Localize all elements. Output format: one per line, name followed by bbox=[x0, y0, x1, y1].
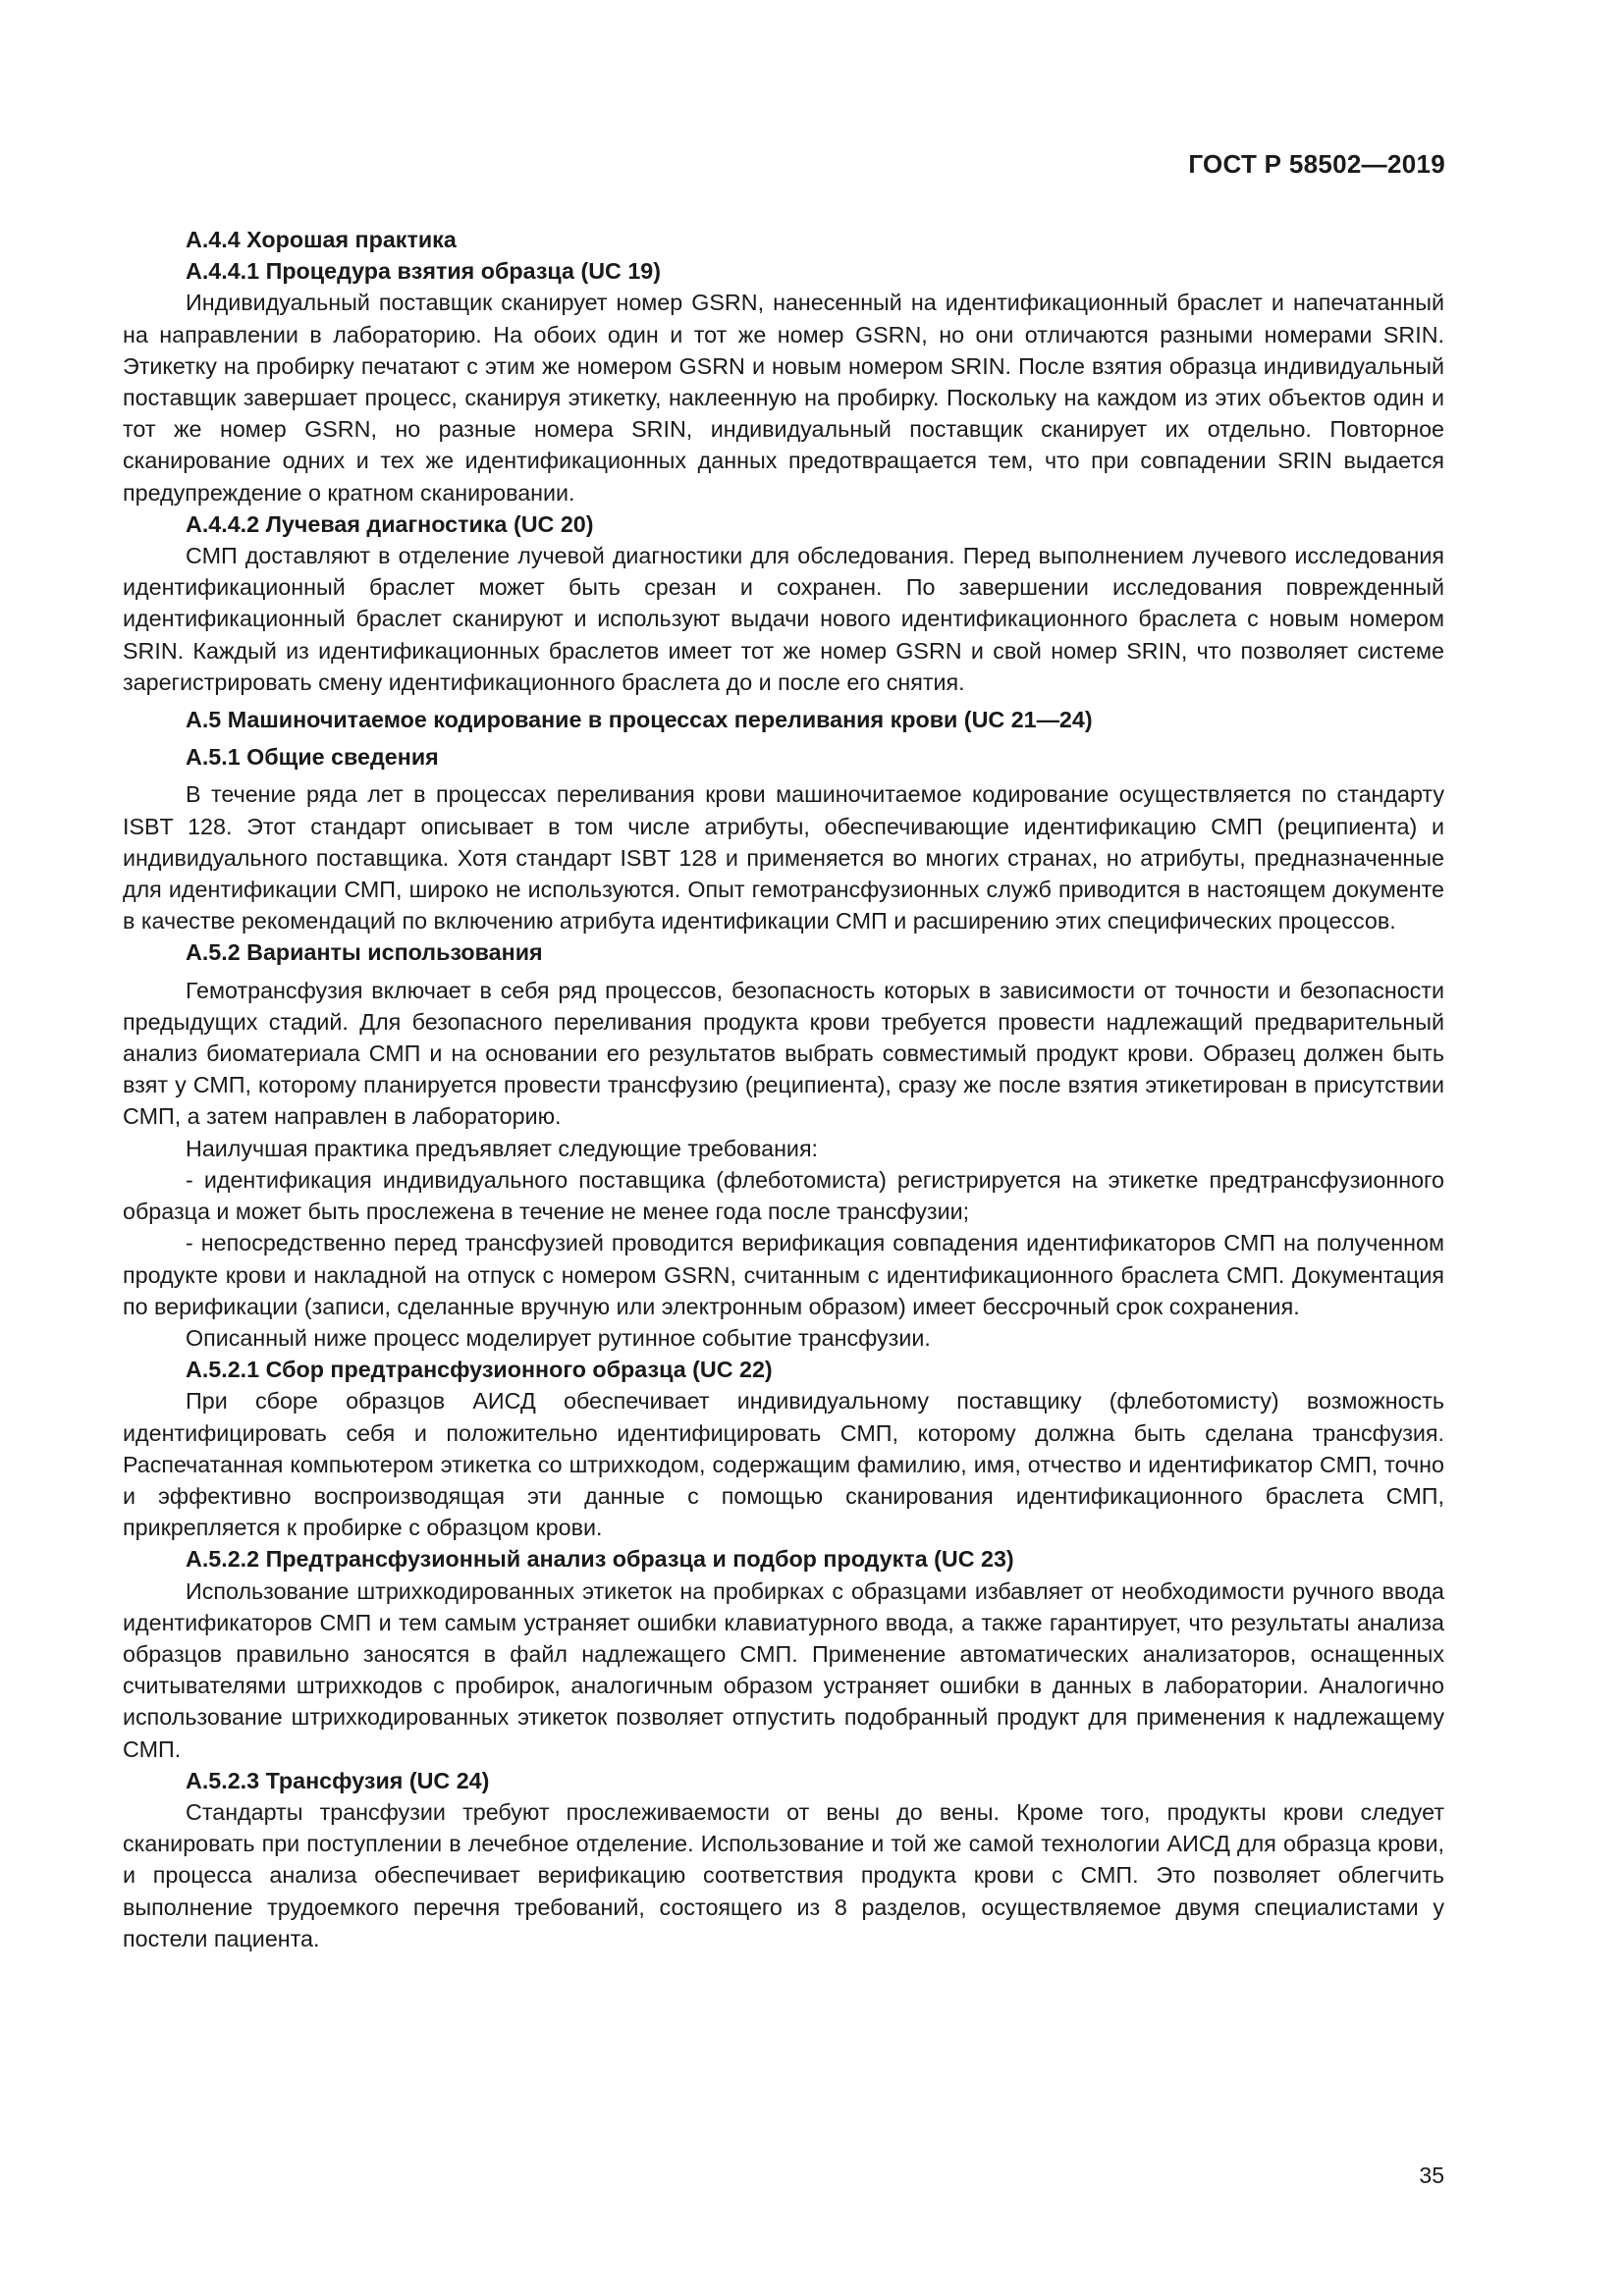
section-heading: А.4.4 Хорошая практика bbox=[186, 227, 457, 252]
section-heading: А.4.4.1 Процедура взятия образца (UC 19) bbox=[186, 258, 662, 285]
list-item: - идентификация индивидуального поставщика (флеботомиста) регистрируется на этикетке предтрансфузионного образца и может быть прослежена в течение не менее года после трансфузии; bbox=[123, 1166, 1444, 1225]
section-heading: А.5.1 Общие сведения bbox=[186, 744, 439, 771]
section-heading: А.5.2 Варианты использования bbox=[186, 939, 543, 966]
paragraph: Использование штрихкодированных этикеток на пробирках с образцами избавляет от необходимости ручного ввода идентификаторов СМП и тем самым устраняет ошибки клавиатурного ввода, а также гарантирует, что результаты анализа образцов правильно заносятся в файл надлежащего СМП. Применение автоматических анализаторов, оснащенных считывателями штрихкодов с пробирок, аналогичным образом устраняет ошибки в данных в лаборатории. Аналогично использование штрихкодированных этикеток позволяет отпустить подобранный продукт для применения к надлежащему СМП. bbox=[123, 1577, 1444, 1762]
paragraph: Гемотрансфузия включает в себя ряд процессов, безопасность которых в зависимости от точности и безопасности предыдущих стадий. Для безопасного переливания продукта крови требуется провести надлежащий предварительный анализ биоматериала СМП и на основании его результатов выбрать совместимый продукт крови. Образец должен быть взят у СМП, которому планируется провести трансфузию (реципиента), сразу же после взятия этикетирован в присутствии СМП, а затем направлен в лабораторию. bbox=[123, 977, 1444, 1130]
list-item: - непосредственно перед трансфузией проводится верификация совпадения идентификаторов СМП на полученном продукте крови и накладной на отпуск с номером GSRN, считанным с идентификационного браслета СМП. Документация по верификации (записи, сделанные вручную или электронным образом) имеет бессрочный срок сохранения. bbox=[123, 1230, 1444, 1319]
section-heading: А.5.2.3 Трансфузия (UC 24) bbox=[186, 1767, 490, 1793]
document-header: ГОСТ Р 58502—2019 bbox=[1188, 149, 1445, 179]
document-body bbox=[123, 224, 1444, 1954]
paragraph: СМП доставляют в отделение лучевой диагностики для обследования. Перед выполнением лучевого исследования идентификационный браслет может быть срезан и сохранен. По завершении исследования поврежденный идентификационный браслет сканируют и используют выдачи нового идентификационного браслета с новым номером SRIN. Каждый из идентификационных браслетов имеет тот же номер GSRN и свой номер SRIN, что позволяет системе зарегистрировать смену идентификационного браслета до и после его снятия. bbox=[123, 543, 1444, 695]
paragraph: В течение ряда лет в процессах переливания крови машиночитаемое кодирование осуществляется по стандарту ISBT 128. Этот стандарт описывает в том числе атрибуты, обеспечивающие идентификацию СМП (реципиента) и индивидуального поставщика. Хотя стандарт ISBT 128 и применяется во многих странах, но атрибуты, предназначенные для идентификации СМП, широко не используются. Опыт гемотрансфузионных служб приводится в настоящем документе в качестве рекомендаций по включению атрибута идентификации СМП и расширению этих специфических процессов. bbox=[123, 781, 1444, 934]
section-heading: А.5 Машиночитаемое кодирование в процессах переливания крови (UC 21—24) bbox=[186, 707, 1093, 733]
paragraph: Наилучшая практика предъявляет следующие требования: bbox=[186, 1135, 819, 1161]
paragraph: Описанный ниже процесс моделирует рутинное событие трансфузии. bbox=[186, 1324, 931, 1351]
page-number: 35 bbox=[1419, 2163, 1444, 2188]
paragraph: Стандарты трансфузии требуют прослеживаемости от вены до вены. Кроме того, продукты крови следует сканировать при поступлении в лечебное отделение. Использование и той же самой технологии АИСД для образца крови, и процесса анализа обеспечивает верификацию соответствия продукта крови с СМП. Это позволяет облегчить выполнение трудоемкого перечня требований, состоящего из 8 разделов, осуществляемое двумя специалистами у постели пациента. bbox=[123, 1798, 1444, 1951]
paragraph: При сборе образцов АИСД обеспечивает индивидуальному поставщику (флеботомисту) возможность идентифицировать себя и положительно идентифицировать СМП, которому должна быть сделана трансфузия. Распечатанная компьютером этикетка со штрихкодом, содержащим фамилию, имя, отчество и идентификатор СМП, точно и эффективно воспроизводящая эти данные с помощью сканирования идентификационного браслета СМП, прикрепляется к пробирке с образцом крови. bbox=[123, 1388, 1444, 1541]
section-heading: А.5.2.1 Сбор предтрансфузионного образца (UC 22) bbox=[186, 1357, 773, 1383]
paragraph: Индивидуальный поставщик сканирует номер GSRN, нанесенный на идентификационный браслет и напечатанный на направлении в лабораторию. На обоих один и тот же номер GSRN, но они отличаются разными номерами SRIN. Этикетку на пробирку печатают с этим же номером GSRN и новым номером SRIN. После взятия образца индивидуальный поставщик завершает процесс, сканируя этикетку, наклеенную на пробирку. Поскольку на каждом из этих объектов один и тот же номер GSRN, но разные номера SRIN, индивидуальный поставщик сканирует их отдельно. Повторное сканирование одних и тех же идентификационных данных предотвращается тем, что при совпадении SRIN выдается предупреждение о кратном сканировании. bbox=[123, 290, 1444, 506]
section-heading: А.5.2.2 Предтрансфузионный анализ образца и подбор продукта (UC 23) bbox=[186, 1546, 1014, 1573]
section-heading: А.4.4.2 Лучевая диагностика (UC 20) bbox=[186, 510, 594, 537]
